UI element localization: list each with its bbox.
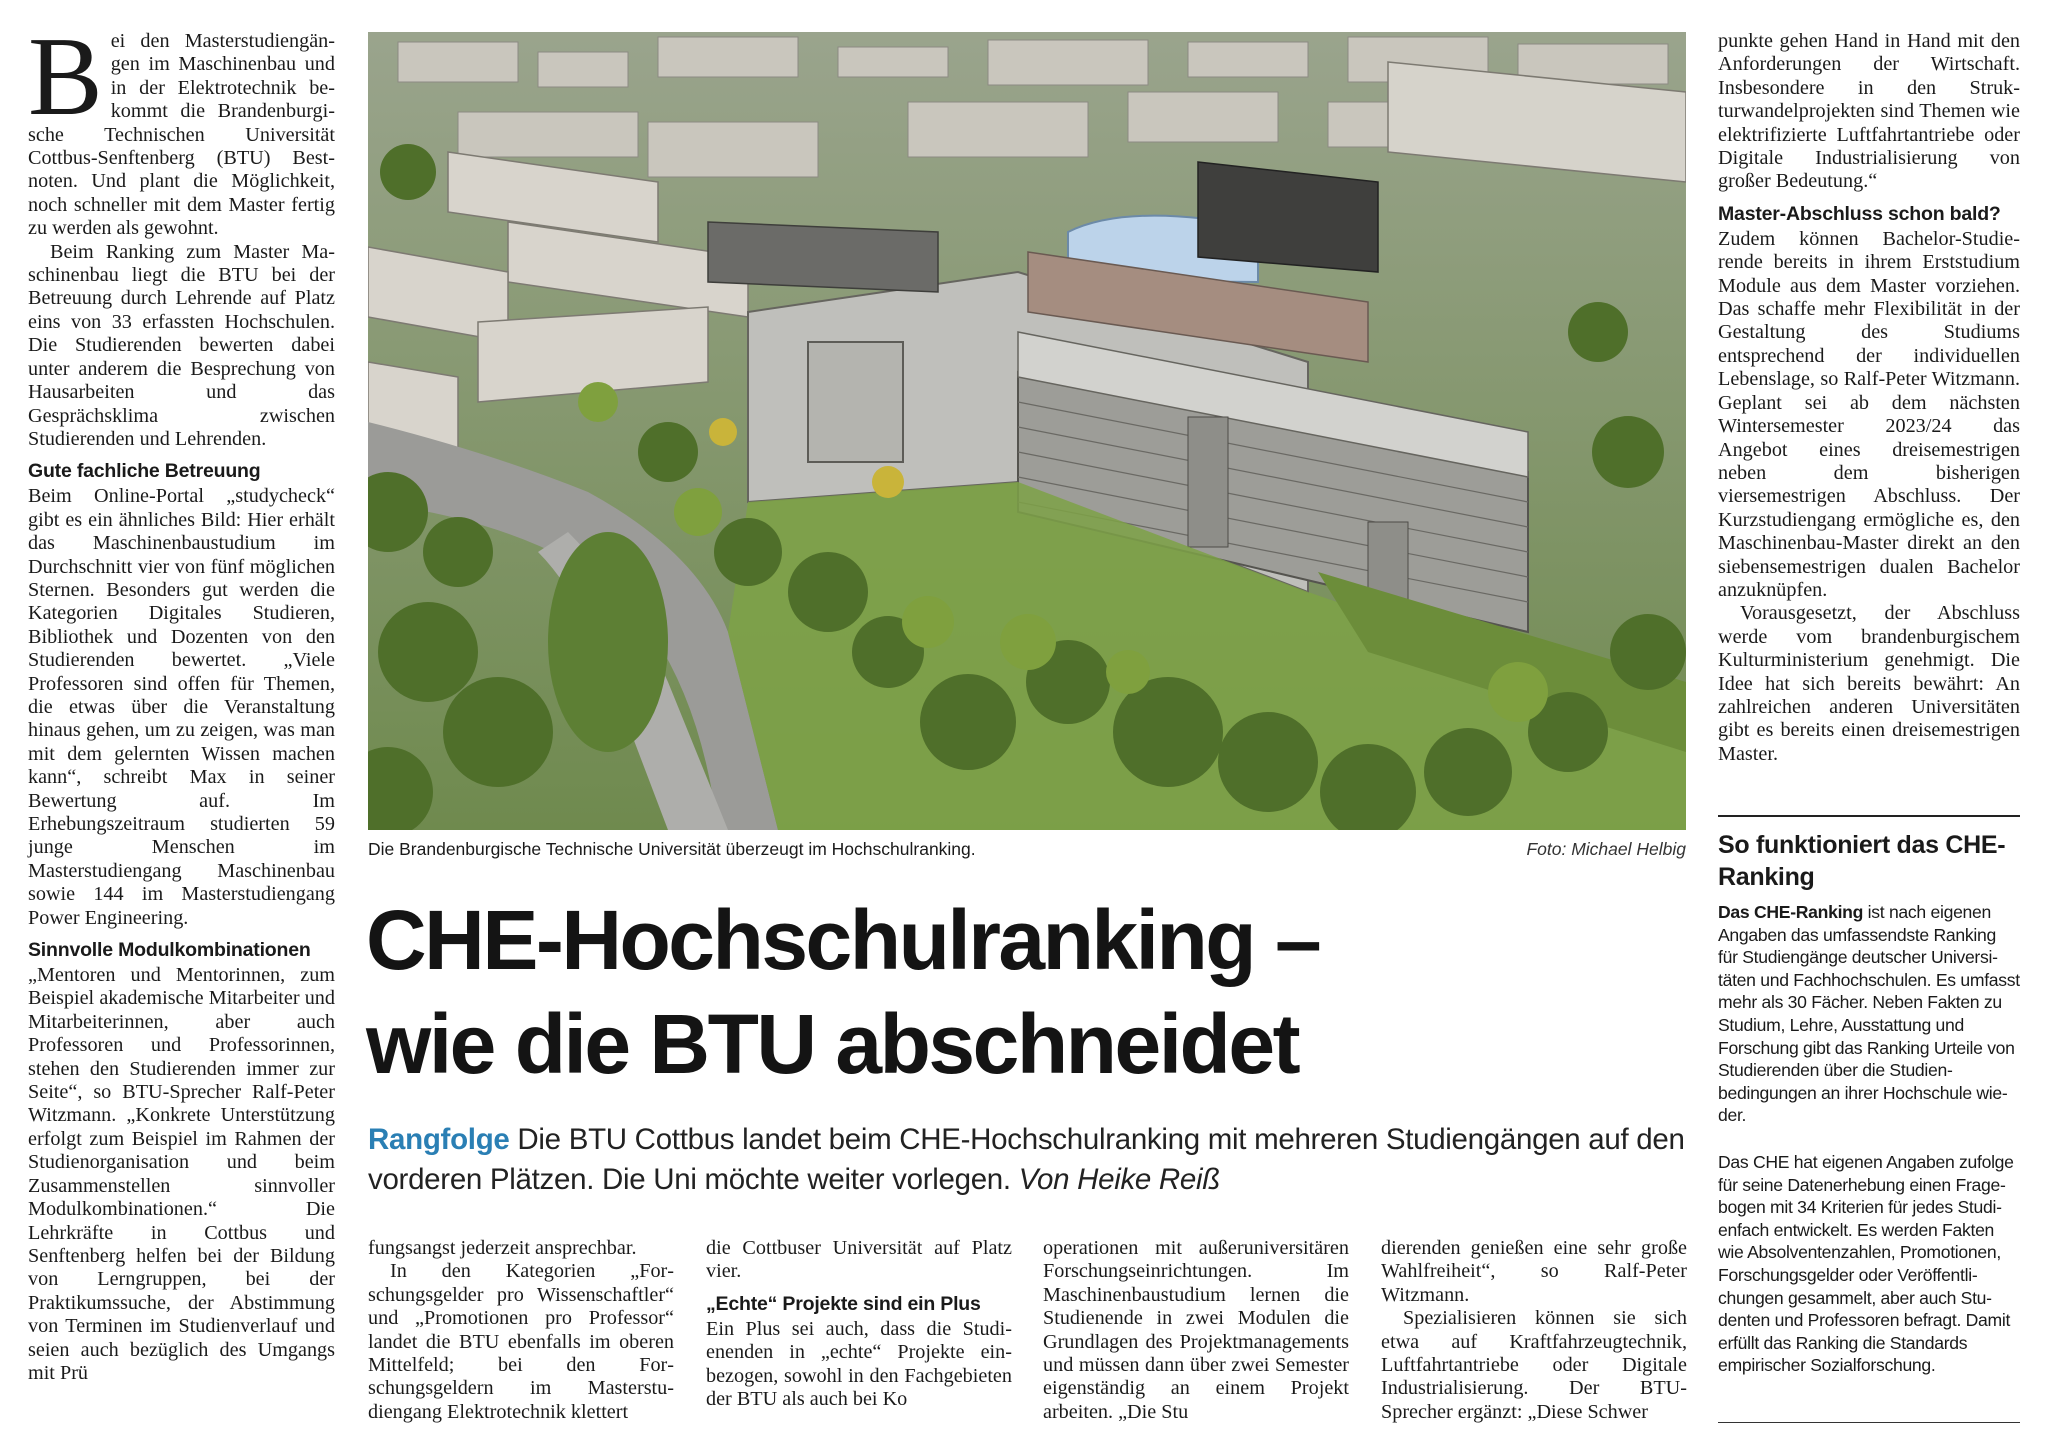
teaser: [368, 1120, 1698, 1200]
info-box-paragraph: Das CHE hat eigenen Angaben zufolge für seine Datenerhebung einen Fragebogen mit 34 Kriterien für jedes Studienfach entwickelt. Es werden Fakten wie Absolventenzahlen, Promotionen, Forschungsgelder oder Veröffentlichungen gesammelt, aber auch Studenten und Professoren befragt. Damit erfüllt das Ranking die Standards empirischer Sozialforschung.: [1718, 1151, 2014, 1376]
teaser-author: Von Heike Reiß: [1018, 1163, 1221, 1196]
headline-line-2: wie die BTU abschneidet: [366, 997, 1299, 1091]
paragraph: Beim Ranking zum Master Maschinenbau liegt die BTU bei der Betreuung durch Lehrende auf Platz eins von 33 erfassten Hochschulen. Die Studierenden bewerten dabei unter anderem die Besprechung von Hausarbeiten und das Gesprächsklima zwischen Studierenden und Lehrenden.: [28, 240, 335, 450]
subheading-master: Master-Abschluss schon bald?: [1718, 202, 2001, 225]
photo-caption: Die Brandenburgische Technische Universität überzeugt im Hochschulranking.: [368, 839, 976, 859]
subheading-betreuung: Gute fachliche Betreuung: [28, 460, 261, 483]
headline: [366, 888, 1686, 1096]
campus-aerial-photo: [368, 32, 1686, 830]
teaser-kicker: Rangfolge: [368, 1123, 510, 1156]
article-column-5: [1381, 1237, 1687, 1424]
paragraph: Vorausgesetzt, der Abschluss werde vom brandenburgischem Kulturministerium genehmigt. Die Idee hat sich bereits bewährt: An zahlreichen anderen Universitäten gibt es bereits einen dreisemestrigen Master.: [1718, 602, 2020, 765]
drop-cap: B: [28, 15, 103, 139]
info-box: [1718, 815, 2020, 1401]
paragraph: „Mentoren und Mentorinnen, zum Beispiel akademische Mitarbeiter und Mitarbeiterinnen, aber auch Professoren und Professorinnen, stehen den Studierenden immer zur Seite“, so BTU-Sprecher Ralf-Peter Witzmann. „Konkrete Unterstützung erfolgt zum Beispiel im Rahmen der Studienorganisation und beim Zusammenstellen sinnvoller Modulkombinationen.“ Die Lehrkräfte in Cottbus und Senftenberg helfen bei der Bildung von Lerngruppen, bei der Praktikumssuche, der Abstimmung von Terminen im Studienverlauf und seien auch bezüglich des Umgangs mit Prü: [28, 964, 335, 1384]
subheading-projekte: „Echte“ Projekte sind ein Plus: [706, 1292, 981, 1315]
paragraph: die Cottbuser Universität auf Platz vier.: [706, 1237, 1012, 1283]
article-column-4: [1043, 1237, 1349, 1424]
subheading-modul: Sinnvolle Modulkombinationen: [28, 939, 311, 962]
paragraph: fungsangst jederzeit ansprechbar.: [368, 1237, 637, 1259]
info-box-title: So funktioniert das CHE-Ranking: [1718, 831, 2006, 891]
info-box-text: ist nach eigenen Angaben das umfassendste Ranking für Studiengänge deutscher Universitäten und Fachhochschulen. Es umfasst mehr als 30 Fächer. Neben Fakten zu Studium, Lehre, Ausstattung und Forschung gibt das Ranking Urteile von Studierenden über die Studienbedingungen an ihrer Hochschule wieder.: [1718, 902, 2020, 1126]
paragraph: operationen mit außeruniversitären Forschungseinrichtungen. Im Maschinenbaustudium lernen die Studienende in zwei Modulen die Grundlagen des Projektmanagements und müssen dann über zwei Semester eigenständig an einem Projekt arbeiten. „Die Stu: [1043, 1237, 1349, 1423]
paragraph: Zudem können Bachelor-Studierende bereits in ihrem Erststudium Module aus dem Master vorziehen. Das schaffe mehr Flexibilität in der Gestaltung des Studiums entsprechend der individuellen Lebenslage, so Ralf-Peter Witzmann. Geplant sei ab dem nächsten Wintersemester 2023/24 das Angebot eines dreisemestrigen neben dem bisherigen viersemestrigen Abschluss. Der Kurzstudiengang ermögliche es, den Maschinenbau-Master direkt an den siebensemestrigen dualen Bachelor anzuknüpfen.: [1718, 227, 2020, 601]
teaser-text: Die BTU Cottbus landet beim CHE-Hochschulranking mit mehreren Studiengängen auf den vorderen Plätzen. Die Uni möchte weiter vorlegen.: [368, 1123, 1685, 1196]
paragraph: Ein Plus sei auch, dass die Studienenden in „echte“ Projekte einbezogen, sowohl in den Fachgebieten der BTU als auch bei Ko: [706, 1317, 1012, 1411]
paragraph: In den Kategorien „Forschungsgelder pro Wissenschaftler“ und „Promotionen pro Professor“ landet die BTU ebenfalls im oberen Mittelfeld; bei den Forschungsgeldern im Masterstudiengang Elektrotechnik klettert: [368, 1260, 674, 1423]
paragraph: punkte gehen Hand in Hand mit den Anforderungen der Wirtschaft. Insbesondere in den Strukturwandelprojekten sind Themen wie elektrifizierte Luftfahrtantriebe oder Digitale Industrialisierung von großer Bedeutung.“: [1718, 30, 2020, 193]
lead-text: ei den Masterstudiengängen im Maschinenbau und in der Elektrotechnik bekommt die Brandenburgische Technischen Universität Cottbus-Senftenberg (BTU) Bestnoten. Und plant die Möglichkeit, noch schneller mit dem Master fertig zu werden als gewohnt.: [28, 30, 335, 240]
photo-credit: Foto: Michael Helbig: [1526, 839, 1686, 859]
info-box-lead-term: Das CHE-Ranking: [1718, 902, 1864, 922]
article-column-6: [1718, 30, 2020, 766]
article-column-1: [28, 15, 335, 1385]
headline-line-1: CHE-Hochschulranking –: [366, 893, 1320, 987]
lead-paragraph: [28, 15, 335, 241]
info-box-paragraph: [1718, 901, 2020, 1127]
paragraph: Spezialisieren können sie sich etwa auf Kraftfahrzeugtechnik, Luftfahrtantriebe oder Digitale Industrialisierung. Der BTU-Sprecher ergänzt: „Diese Schwer: [1381, 1307, 1687, 1423]
info-box-bottom-rule: [1718, 1422, 2020, 1423]
paragraph: dierenden genießen eine sehr große Wahlfreiheit“, so Ralf-Peter Witzmann.: [1381, 1237, 1687, 1306]
article-column-3: [706, 1237, 1012, 1411]
paragraph: Beim Online-Portal „studycheck“ gibt es ein ähnliches Bild: Hier erhält das Maschinenbaustudium im Durchschnitt vier von fünf möglichen Sternen. Besonders gut werden die Kategorien Digitales Studieren, Bibliothek und Dozenten von den Studierenden bewertet. „Viele Professoren sind offen für Themen, die etwas über die Veranstaltung hinaus gehen, um zu zeigen, was man mit dem gelernten Wissen machen kann“, schreibt Max in seiner Bewertung auf. Im Erhebungszeitraum studierten 59 junge Menschen im Masterstudiengang Maschinenbau sowie 144 im Masterstudiengang Power Engineering.: [28, 485, 335, 929]
article-column-2: [368, 1237, 674, 1424]
